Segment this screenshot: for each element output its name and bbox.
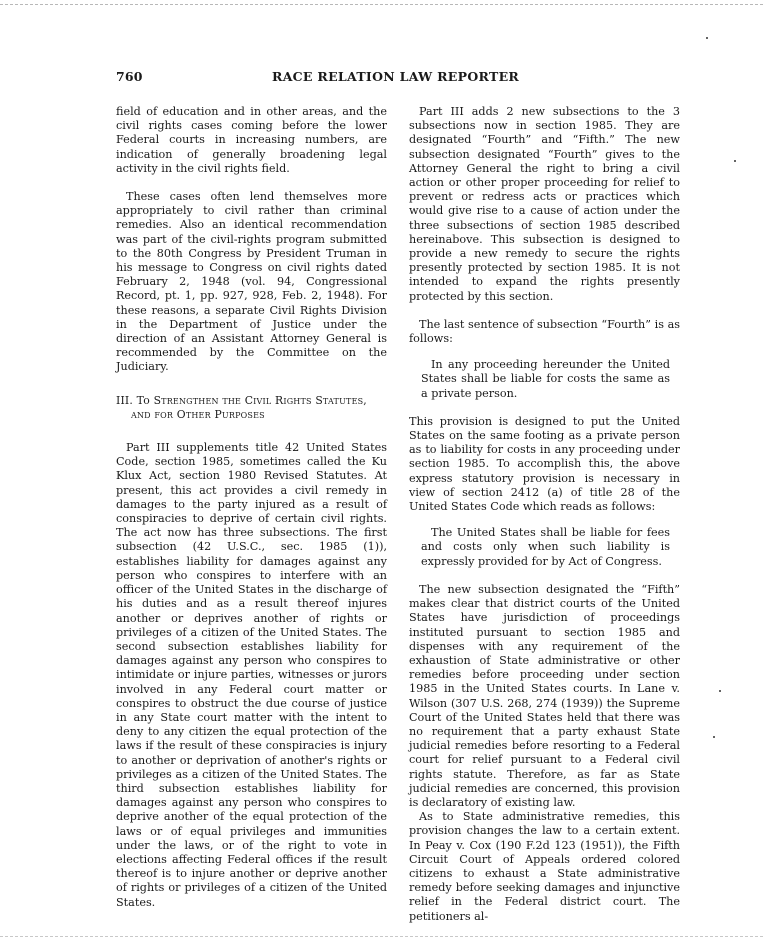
scan-speck (734, 160, 736, 162)
paragraph: The new subsection designated the “Fifth” makes clear that district courts of the United States have jurisdiction of proceedings instituted pursuant to section 1985 and dispenses with any requirement of the exhaustion of State administrative or other remedies before proceeding under section 1985 in the United States courts. In Lane v. Wilson (307 U.S. 268, 274 (1939)) the Supreme Court of the United States held that there was no requirement that a party exhaust State judicial remedies before resorting to a Federal court for relief pursuant to a Federal civil rights statute. Therefore, as far as State judicial remedies are concerned, this provision is declaratory of existing law. (409, 582, 680, 809)
scan-speck (719, 690, 721, 692)
section-heading-number: III. To (116, 393, 154, 407)
paragraph: field of education and in other areas, and the civil rights cases coming before the lower Federal courts in increasing numbers, are indication of generally broadening legal activity in the civil rights field. (116, 105, 387, 175)
paragraph: These cases often lend themselves more appropriately to civil rather than criminal remedies. Also an identical recommendation was part of the civil-rights program submitted to the 80th Congress by President Truman in his message to Congress on civil rights dated February 2, 1948 (vol. 94, Congressional Record, pt. 1, pp. 927, 928, Feb. 2, 1948). For these reasons, a separate Civil Rights Division in the Department of Justice under the direction of an Assistant Attorney General is recommended by the Committee on the Judiciary. (116, 190, 387, 374)
paragraph: Part III supplements title 42 United States Code, section 1985, sometimes called the Ku Klux Act, section 1980 Revised Statutes. At present, this act provides a civil remedy in damages to the party injured as a result of conspiracies to deprive of certain civil rights. The act now has three subsections. The first subsection (42 U.S.C., sec. 1985 (1)), establishes liability for damages against any person who conspires to interfere with an officer of the United States in the discharge of his duties and as a result thereof injures another or deprives another of rights or privileges of a citizen of the United States. The second subsection establishes liability for damages against any person who conspires to intimidate or injure parties, witnesses or jurors involved in any Federal court matter or conspires to obstruct the due course of justice in any State court matter with the intent to deny to any citizen the equal protection of the laws if the result of these conspiracies is injury to another or deprivation of another's rights or privileges as a citizen of the United States. The third subsection establishes liability for damages against any person who conspires to deprive another of the equal protection of the laws or of equal privileges and immunities under the laws, or of the right to vote in elections affecting Federal offices if the result thereof is to injure another or deprive another of rights or privileges of a citizen of the United States. (116, 441, 387, 909)
scan-speck (706, 37, 708, 39)
right-column (409, 105, 680, 924)
scan-edge-bottom (0, 936, 763, 937)
block-quote: The United States shall be liable for fees and costs only when such liability is expressly provided for by Act of Congress. (421, 526, 670, 568)
scan-speck (713, 736, 715, 738)
page-number: 760 (116, 69, 143, 84)
left-column (116, 105, 387, 910)
section-heading (116, 394, 387, 422)
running-title: RACE RELATION LAW REPORTER (272, 69, 520, 84)
paragraph: Part III adds 2 new subsections to the 3 subsections now in section 1985. They are designated “Fourth” and “Fifth.” The new subsection designated “Fourth” gives to the Attorney General the right to bring a civil action or other proper proceeding for relief to prevent or redress acts or practices which would give rise to a cause of action under the three subsections of section 1985 described hereinabove. This subsection is designed to provide a new remedy to secure the rights presently protected by section 1985. It is not intended to expand the rights presently protected by this section. (409, 105, 680, 303)
section-heading-line2: and for Other Purposes (131, 407, 265, 421)
paragraph: As to State administrative remedies, this provision changes the law to a certain extent. In Peay v. Cox (190 F.2d 123 (1951)), the Fifth Circuit Court of Appeals ordered colored citizens to exhaust a State administrative remedy before seeking damages and injunctive relief in the Federal district court. The petitioners al- (409, 810, 680, 923)
block-quote: In any proceeding hereunder the United States shall be liable for costs the same as a private person. (421, 358, 670, 400)
scan-edge-top (0, 4, 763, 5)
paragraph: This provision is designed to put the United States on the same footing as a private person as to liability for costs in any proceeding under section 1985. To accomplish this, the above express statutory provision is necessary in view of section 2412 (a) of title 28 of the United States Code which reads as follows: (409, 414, 680, 514)
section-heading-line1: Strengthen the Civil Rights Statutes, (153, 393, 367, 407)
paragraph: The last sentence of subsection “Fourth” is as follows: (409, 317, 680, 346)
